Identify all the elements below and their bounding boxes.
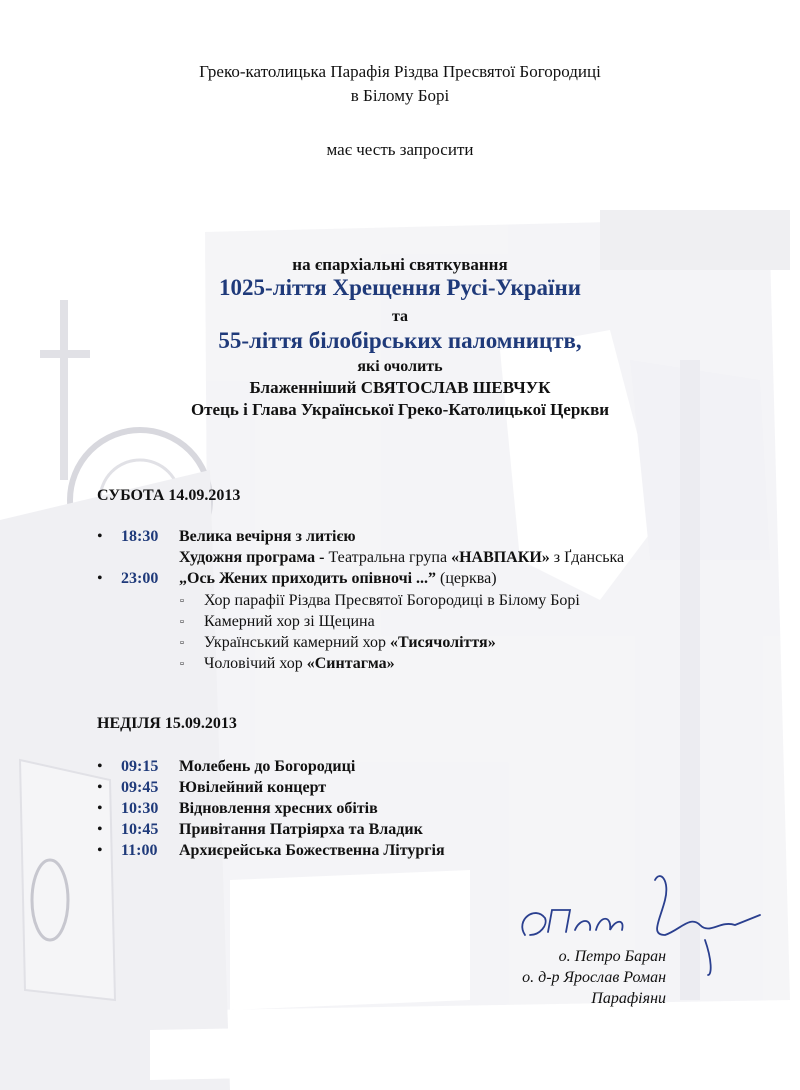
occasion-intro: на єпархіальні святкування	[292, 255, 508, 274]
invite-phrase: має честь запросити	[326, 140, 474, 159]
event-description: Молебень до Богородиці	[179, 758, 356, 775]
event-description: Ювілейний концерт	[179, 779, 327, 796]
bullet-icon: •	[97, 528, 103, 545]
signature-name-2: о. д-р Ярослав Роман	[522, 969, 666, 986]
signature-name-1: о. Петро Баран	[558, 948, 666, 965]
event-time: 23:00	[121, 570, 159, 587]
event-time: 11:00	[121, 842, 158, 859]
program-tail: з Ґданська	[549, 549, 625, 566]
square-bullet-icon: ▫	[180, 658, 184, 670]
bullet-icon: •	[97, 570, 103, 587]
signature-name-3: Парафіяни	[591, 990, 666, 1007]
event-title-55: 55-ліття білобірських паломництв,	[218, 328, 582, 353]
square-bullet-icon: ▫	[180, 595, 184, 607]
led-by-phrase: які очолить	[357, 358, 443, 375]
event-description: Архиєрейська Божественна Літургія	[179, 842, 445, 859]
bullet-icon: •	[97, 821, 103, 838]
invitation-document: Греко-католицька Парафія Різдва Пресвятої Богородиці в Білому Борі має честь запросити на єпархіальні святкування 1025-ліття Хрещення Русі-України та 55-ліття білобірських паломництв, які очолить Блаженніший СВЯТОСЛАВ ШЕВЧУК Отець і Глава Української Греко-Католицької Церкви СУБОТА 14.09.2013 • 18:30 Велика вечірня з литією Художня програма - Театральна група «НАВПАКИ» з Ґданська • 23:00 „Ось Жених приходить опівночі ...” (церква) ▫ Хор парафії Різдва Пресвятої Богородиці в Білому Борі ▫ Камерний хор зі Щецина ▫ Український камерний хор «Тисячоліття» ▫ Чоловічий хор «Синтагма» НЕДІЛЯ 15.09.2013 • 09:15 Молебень до Богородиці • 09:45 Ювілейний концерт • 10:30 Відновлення хресних обітів • 10:45 Привітання Патріярха та Владик • 11:00 Архиєрейська Божественна Літургія о. Петро Баран о. д-р Ярослав Роман Парафіяни	[0, 0, 800, 1090]
patriarch-title: Отець і Глава Української Греко-Католицької Церкви	[190, 400, 610, 419]
square-bullet-icon: ▫	[180, 637, 184, 649]
event-time: 18:30	[121, 528, 159, 545]
square-bullet-icon: ▫	[180, 616, 184, 628]
program-label: Художня програма -	[179, 549, 329, 566]
parish-name-line1: Греко-католицька Парафія Різдва Пресвятої Богородиці	[199, 62, 601, 81]
event-description: „Ось Жених приходить опівночі ...”	[179, 570, 437, 587]
bullet-icon: •	[97, 758, 103, 775]
event-time: 09:45	[121, 779, 159, 796]
bullet-icon: •	[97, 842, 103, 859]
conjunction: та	[391, 308, 409, 325]
sunday-heading: НЕДІЛЯ 15.09.2013	[97, 715, 237, 732]
event-description: Привітання Патріярха та Владик	[179, 821, 423, 838]
event-location: (церква)	[436, 570, 497, 587]
event-description: Відновлення хресних обітів	[179, 800, 378, 817]
patriarch-name: Блаженніший СВЯТОСЛАВ ШЕВЧУК	[249, 378, 551, 397]
event-time: 09:15	[121, 758, 159, 775]
bullet-icon: •	[97, 779, 103, 796]
saturday-heading: СУБОТА 14.09.2013	[97, 487, 241, 504]
parish-name-line2: в Білому Борі	[350, 86, 450, 105]
event-description: Велика вечірня з литією	[179, 528, 356, 545]
event-title-1025: 1025-ліття Хрещення Русі-України	[219, 275, 581, 300]
event-time: 10:30	[121, 800, 159, 817]
program-group: «НАВПАКИ»	[451, 549, 550, 566]
event-time: 10:45	[121, 821, 159, 838]
program-text: Театральна група	[328, 549, 452, 566]
bullet-icon: •	[97, 800, 103, 817]
